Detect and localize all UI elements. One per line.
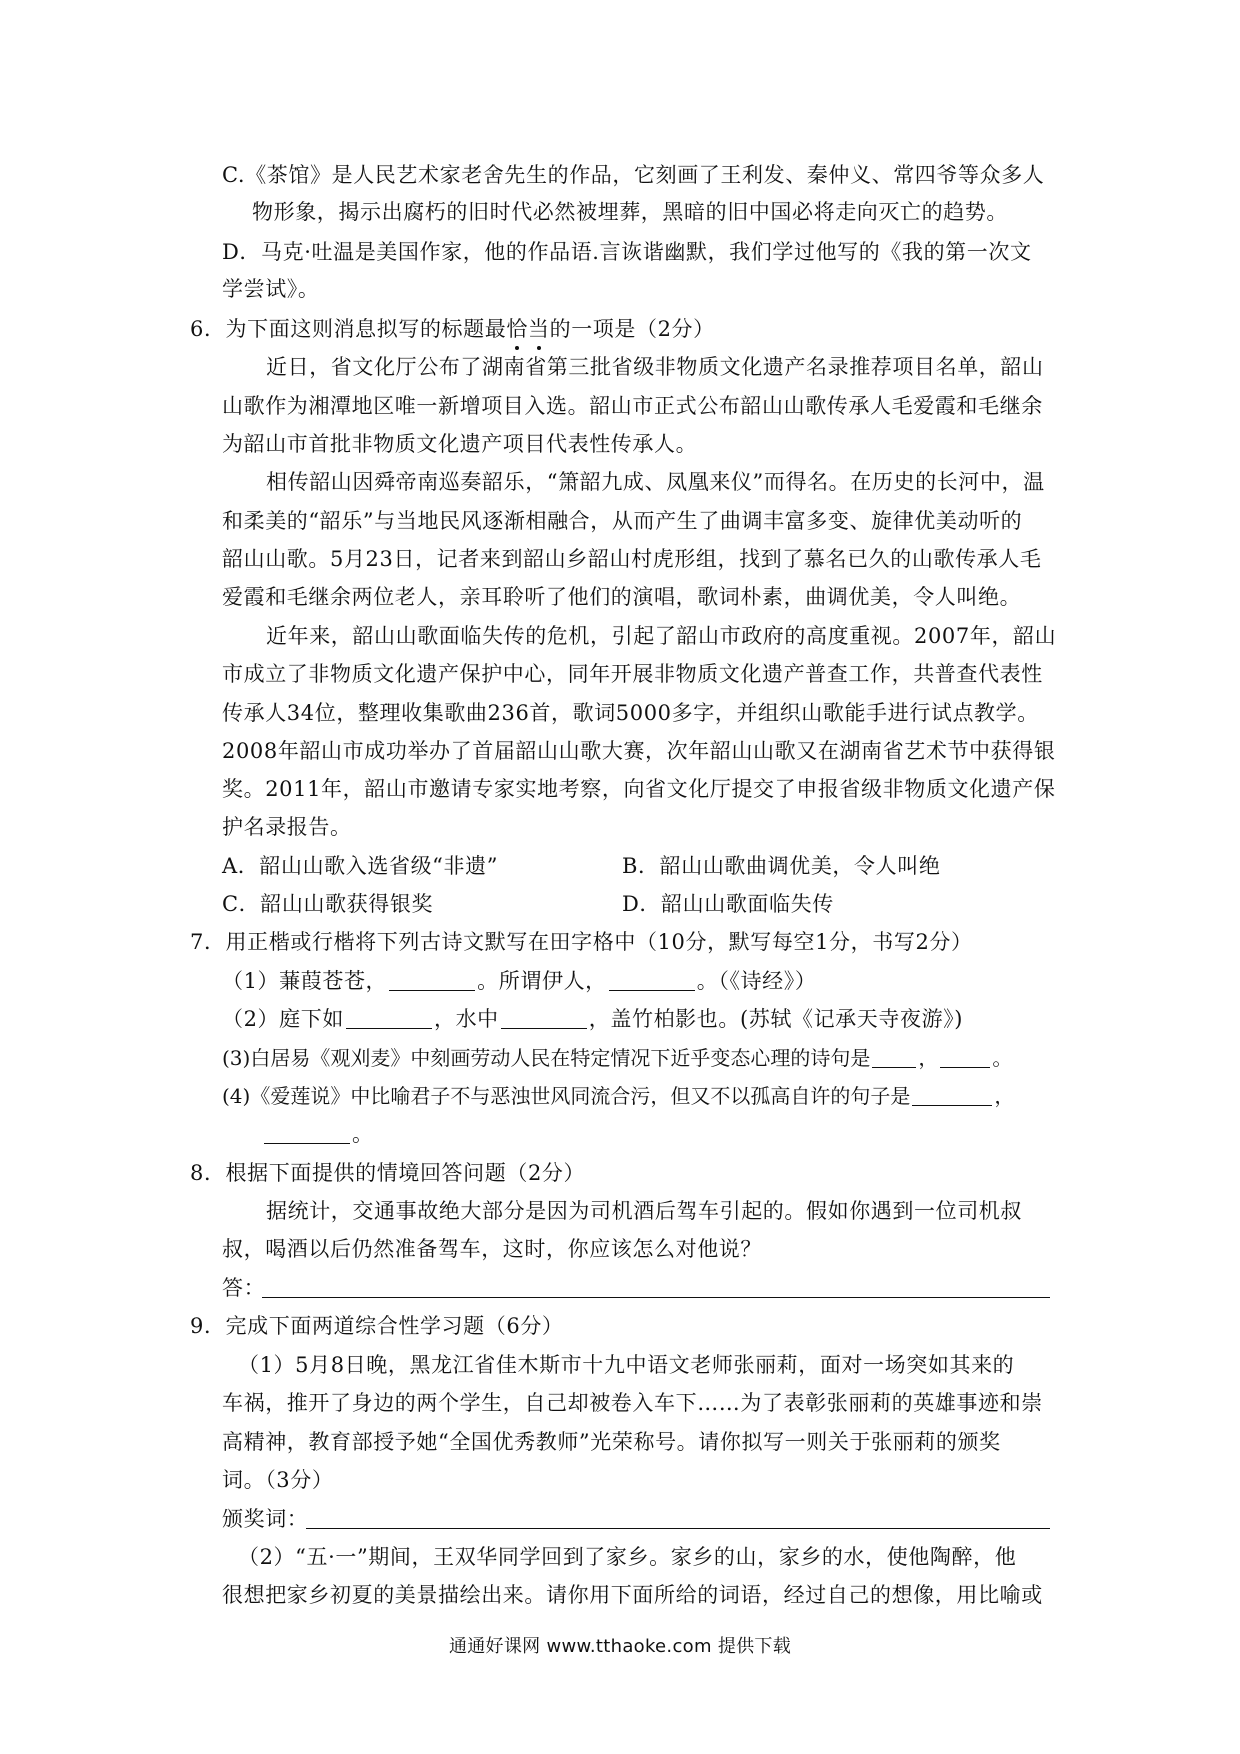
q6-stem-text: 6．为下面这则消息拟写的标题最 [190,317,507,341]
q7-item4-text: (4)《爱莲说》中比喻君子不与恶浊世风同流合污，但又不以孤高自许的句子是 [222,1084,911,1108]
q8-stem: 8．根据下面提供的情境回答问题（2分） [190,1161,586,1185]
q6-paragraph2-line3: 韶山山歌。5月23日，记者来到韶山乡韶山村虎形组，找到了慕名已久的山歌传承人毛 [222,547,1042,571]
q7-item1 [222,966,816,996]
q8-answer-label: 答： [222,1276,266,1300]
q8-line1: 据统计，交通事故绝大部分是因为司机酒后驾车引起的。假如你遇到一位司机叔 [266,1199,1022,1223]
q5-option-c-line2: 物形象，揭示出腐朽的旧时代必然被埋葬，黑暗的旧中国必将走向灭亡的趋势。 [252,200,1008,224]
fill-blank[interactable] [264,1121,350,1144]
q8-line2: 叔，喝酒以后仍然准备驾车，这时，你应该怎么对他说？ [222,1237,762,1261]
q5-option-c-line1: C.《茶馆》是人民艺术家老舍先生的作品，它刻画了王利发、秦仲义、常四爷等众多人 [222,163,1045,187]
q6-option-a: A．韶山山歌入选省级“非遗” [222,854,499,878]
q6-paragraph3-line2: 市成立了非物质文化遗产保护中心，同年开展非物质文化遗产普查工作，共普查代表性 [222,662,1043,686]
q9-award-label: 颁奖词： [222,1507,309,1531]
q5-option-d-line2: 学尝试》。 [222,277,320,301]
q6-paragraph3-line1: 近年来，韶山山歌面临失传的危机，引起了韶山市政府的高度重视。2007年，韶山 [266,624,1057,648]
q6-paragraph3-line3: 传承人34位，整理收集歌曲236首，歌词5000多字，并组织山歌能手进行试点教学。 [222,701,1039,725]
q6-paragraph2-line1: 相传韶山因舜帝南巡奏韶乐，“箫韶九成、凤凰来仪”而得名。在历史的长河中，温 [266,470,1045,494]
q6-paragraph2-line4: 爱霞和毛继余两位老人，亲耳聆听了他们的演唱，歌词朴素，曲调优美，令人叫绝。 [222,585,1022,609]
q7-stem: 7．用正楷或行楷将下列古诗文默写在田字格中（10分，默写每空1分，书写2分） [190,930,973,954]
q7-item2-text: ，盖竹柏影也。(苏轼《记承天寺夜游》) [588,1007,964,1031]
q7-item2-text: ，水中 [433,1007,499,1031]
q7-item2 [222,1004,963,1034]
q7-item1-text: 。（《诗经》） [696,969,817,993]
q7-item2-text: （2）庭下如 [222,1007,344,1031]
q9-sub1-line2: 车祸，推开了身边的两个学生，自己却被卷入车下……为了表彰张丽莉的英雄事迹和崇 [222,1391,1043,1415]
q6-paragraph1-line3: 为韶山市首批非物质文化遗产项目代表性传承人。 [222,432,698,456]
fill-blank[interactable] [609,968,695,991]
fill-blank[interactable] [346,1006,432,1029]
q6-stem-text: 的一项是（2分） [549,317,715,341]
q9-sub1-line3: 高精神，教育部授予她“全国优秀教师”光荣称号。请你拟写一则关于张丽莉的颁奖 [222,1430,1001,1454]
q6-paragraph3-line4: 2008年韶山市成功举办了首届韶山山歌大赛，次年韶山山歌又在湖南省艺术节中获得银 [222,739,1056,763]
q9-sub2-line2: 很想把家乡初夏的美景描绘出来。请你用下面所给的词语，经过自己的想像，用比喻或 [222,1583,1043,1607]
q7-item4-text: 。 [352,1122,374,1146]
q8-answer-line[interactable] [262,1297,1050,1298]
q9-award-answer-line[interactable] [306,1528,1050,1529]
q7-item3-text: 。 [992,1046,1013,1070]
fill-blank[interactable] [389,968,475,991]
page-footer: 通通好课网 www.tthaoke.com 提供下载 [448,1636,792,1657]
q9-sub2-line1: （2）“五·一”期间，王双华同学回到了家乡。家乡的山，家乡的水，使他陶醉，他 [238,1545,1017,1569]
emphasis-dot-char: 当 [528,314,550,344]
fill-blank[interactable] [872,1045,916,1068]
q6-paragraph3-line5: 奖。2011年，韶山市邀请专家实地考察，向省文化厅提交了申报省级非物质文化遗产保 [222,777,1056,801]
q7-item4-cont [262,1119,374,1149]
q6-paragraph2-line2: 和柔美的“韶乐”与当地民风逐渐相融合，从而产生了曲调丰富多变、旋律优美动听的 [222,509,1023,533]
q6-paragraph1-line2: 山歌作为湘潭地区唯一新增项目入选。韶山市正式公布韶山山歌传承人毛爱霞和毛继余 [222,394,1043,418]
q7-item3-text: (3)白居易《观刈麦》中刻画劳动人民在特定情况下近乎变态心理的诗句是 [222,1046,871,1070]
fill-blank[interactable] [940,1045,990,1068]
q6-option-d: D．韶山山歌面临失传 [622,892,834,916]
q9-sub1-line4: 词。（3分） [222,1468,334,1492]
q7-item3-text: ， [918,1046,939,1070]
q7-item3 [222,1043,1012,1073]
q7-item1-text: （1）蒹葭苍苍， [222,969,388,993]
emphasis-dot-char: 恰 [506,314,528,344]
q6-paragraph1-line1: 近日，省文化厅公布了湖南省第三批省级非物质文化遗产名录推荐项目名单，韶山 [266,355,1044,379]
q6-paragraph3-line6: 护名录报告。 [222,815,352,839]
q6-option-c: C．韶山山歌获得银奖 [222,892,434,916]
q9-stem: 9．完成下面两道综合性学习题（6分） [190,1314,564,1338]
q7-item1-text: 。所谓伊人， [477,969,607,993]
q6-stem [190,314,715,344]
q6-option-b: B．韶山山歌曲调优美，令人叫绝 [622,854,941,878]
q9-sub1-line1: （1）5月8日晚，黑龙江省佳木斯市十九中语文老师张丽莉，面对一场突如其来的 [238,1353,1015,1377]
fill-blank[interactable] [501,1006,587,1029]
q7-item4-text: ， [994,1084,1015,1108]
q5-option-d-line1: D．马克·吐温是美国作家，他的作品语.言诙谐幽默，我们学过他写的《我的第一次文 [222,240,1032,264]
q7-item4 [222,1081,1014,1111]
fill-blank[interactable] [912,1083,992,1106]
